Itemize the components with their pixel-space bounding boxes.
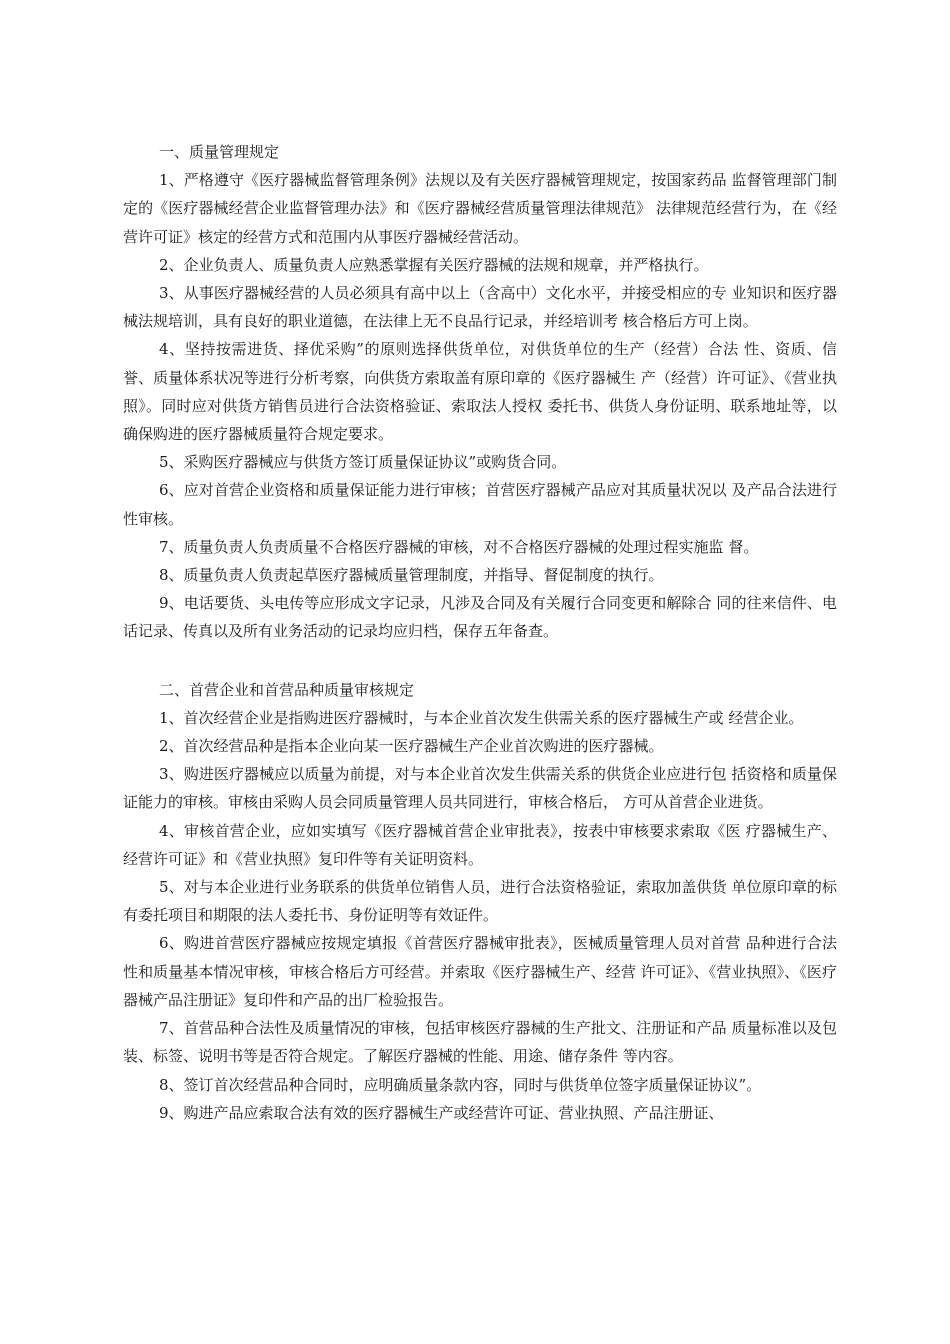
paragraph: 5、采购医疗器械应与供货方签订质量保证协议”或购货合同。	[159, 453, 567, 472]
section-first-supplier-review	[123, 676, 837, 1127]
paragraph: 9、电话要货、头电传等应形成文字记录，凡涉及合同及有关履行合同变更和解除合 同的往来信件、电话记录、传真以及所有业务活动的记录均应归档，保存五年备查。	[123, 594, 837, 641]
paragraph: 8、质量负责人负责起草医疗器械质量管理制度，并指导、督促制度的执行。	[159, 566, 664, 585]
paragraph: 1、首次经营企业是指购进医疗器械时，与本企业首次发生供需关系的医疗器械生产或 经营企业。	[159, 708, 804, 727]
paragraph: 7、首营品种合法性及质量情况的审核，包括审核医疗器械的生产批文、注册证和产品 质量标准以及包装、标签、说明书等是否符合规定。了解医疗器械的性能、用途、储存条件 等内容。	[123, 1019, 837, 1066]
document-page	[123, 138, 837, 1127]
paragraph: 5、对与本企业进行业务联系的供货单位销售人员，进行合法资格验证，索取加盖供货 单位原印章的标有委托项目和期限的法人委托书、身份证明等有效证件。	[123, 878, 837, 925]
paragraph: 4、坚持按需进货、择优采购”的原则选择供货单位，对供货单位的生产（经营）合法 性、资质、信誉、质量体系状况等进行分析考察，向供货方索取盖有原印章的《医疗器械生 产（经营）许可证》、《营业执照》。同时应对供货方销售员进行合法资格验证、索取法人授权 委托书、供货人身份证明、联系地址等，以确保购进的医疗器械质量符合规定要求。	[123, 340, 837, 444]
paragraph: 1、严格遵守《医疗器械监督管理条例》法规以及有关医疗器械管理规定，按国家药品 监督管理部门制定的《医疗器械经营企业监督管理办法》和《医疗器械经营质量管理法律规范》 法律规范经营行为，在《经营许可证》核定的经营方式和范围内从事医疗器械经营活动。	[123, 171, 837, 246]
paragraph: 6、应对首营企业资格和质量保证能力进行审核；首营医疗器械产品应对其质量状况以 及产品合法进行性审核。	[123, 481, 837, 528]
paragraph: 9、购进产品应索取合法有效的医疗器械生产或经营许可证、营业执照、产品注册证、	[159, 1103, 724, 1122]
paragraph: 3、从事医疗器械经营的人员必须具有高中以上（含高中）文化水平，并接受相应的专 业知识和医疗器械法规培训，具有良好的职业道德，在法律上无不良品行记录，并经培训考 核合格后方可上岗。	[123, 284, 837, 331]
section-quality-management	[123, 138, 837, 646]
section-heading: 二、首营企业和首营品种质量审核规定	[159, 680, 415, 699]
paragraph: 4、审核首营企业，应如实填写《医疗器械首营企业审批表》，按表中审核要求索取《医 疗器械生产、经营许可证》和《营业执照》复印件等有关证明资料。	[123, 821, 837, 868]
paragraph: 3、购进医疗器械应以质量为前提，对与本企业首次发生供需关系的供货企业应进行包 括资格和质量保证能力的审核。审核由采购人员会同质量管理人员共同进行，审核合格后， 方可从首营企业进货。	[123, 765, 837, 812]
paragraph: 7、质量负责人负责质量不合格医疗器械的审核，对不合格医疗器械的处理过程实施监 督。	[159, 537, 759, 556]
paragraph: 2、首次经营品种是指本企业向某一医疗器械生产企业首次购进的医疗器械。	[159, 737, 664, 756]
paragraph: 2、企业负责人、质量负责人应熟悉掌握有关医疗器械的法规和规章，并严格执行。	[159, 255, 709, 274]
paragraph: 8、签订首次经营品种合同时，应明确质量条款内容，同时与供货单位签字质量保证协议”。	[159, 1075, 762, 1094]
paragraph: 6、购进首营医疗器械应按规定填报《首营医疗器械审批表》，医械质量管理人员对首营 品种进行合法性和质量基本情况审核，审核合格后方可经营。并索取《医疗器械生产、经营 许可证》、《营业执照》、《医疗器械产品注册证》复印件和产品的出厂检验报告。	[123, 934, 837, 1009]
section-heading: 一、质量管理规定	[159, 143, 280, 161]
